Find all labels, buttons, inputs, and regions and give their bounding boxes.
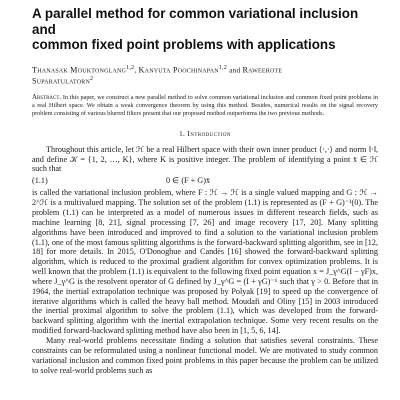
author-3-affiliation: 2 bbox=[90, 76, 94, 83]
section-number: 1. bbox=[179, 129, 186, 138]
author-1-affiliation: 1,2 bbox=[126, 64, 135, 71]
paragraph-motivation: Many real-world problems necessitate finding a solution that satisfies several constraints. These constraints can be reformulated using a nonlinear functional model. We are motivated to study common variational inclusion and common fixed point problems in this paper because the problem can be utilized to solve real-world problems such as bbox=[32, 335, 378, 375]
equation-1-1 bbox=[32, 175, 378, 186]
author-3-last: Suparatulatorn bbox=[32, 76, 91, 86]
author-and: and bbox=[229, 65, 241, 74]
abstract bbox=[32, 94, 378, 117]
author-list: Thanasak Mouktonglang$^{1,2}$, Kanyuta Poochinapan$^{1,2}$ and Raweerote Suparatulatorn$^2$ bbox=[32, 64, 283, 86]
author-2: Kanyuta Poochinapan bbox=[138, 64, 219, 74]
abstract-text: In this paper, we construct a new parallel method to solve common variational inclusion and common fixed point problems in a real Hilbert space. We obtain a weak convergence theorem by using this method. Besides, numerical results on the signal recovery problem consisting of various blurred filters present that our proposed method outperforms the two previous methods. bbox=[32, 94, 378, 117]
equation-number: (1.1) bbox=[32, 176, 48, 186]
paper-title-line-1: A parallel method for common variational inclusion and bbox=[32, 6, 359, 37]
section-heading bbox=[32, 129, 378, 138]
paper-title-line-2: common fixed point problems with applications bbox=[32, 37, 336, 52]
author-3-first: Raweerote bbox=[242, 64, 283, 74]
author-2-affiliation: 1,2 bbox=[218, 64, 228, 71]
section-title: Introduction bbox=[187, 128, 231, 138]
equation-body: 0 ∈ (F + G)x̄ bbox=[166, 176, 211, 186]
paragraph-intro: Throughout this article, let ℋ be a real Hilbert space with their own inner product ⟨·,·⟩ and norm ‖·‖, and define 𝒦 = {1, 2, …, K}, where K is positive integer. The problem of identifying a point x̄ ∈ ℋ such that bbox=[32, 144, 378, 174]
paragraph-variational-inclusion: is called the variational inclusion problem, where F : ℋ → ℋ is a single valued mapping and G : ℋ → 2^ℋ is a multivalued mapping. The solution set of the problem (1.1) is represented as (F + G)⁻¹(0). The problem (1.1) can be interpreted as a model of numerous issues in different research fields, such as machine learning [8, 21], signal processing [7, 26] and image recovery [17, 20]. Many splitting algorithms have been introduced and improved to find a solution to the variational inclusion problem (1.1), one of the most famous splitting algorithms is the forward-backward splitting algorithm, see in [12, 18] for more details. In 2015, O'Donoghue and Candès [16] showed the forward-backward splitting algorithm, which is reduced to the proximal gradient algorithm for convex optimization problems. It is well known that the problem (1.1) is equivalent to the following fixed point equation x = J_γ^G(I − γF)x, where J_γ^G is the resolvent operator of G defined by J_γ^G = (I + γG)⁻¹ such that γ > 0. Before that in 1964, the inertial extrapolation technique was proposed by Polyak [19] to speed up the convergence of iterative algorithms which is called the heavy ball method. Moudafi and Oliny [15] in 2003 introduced the inertial proximal algorithm to solve the problem (1.1), which was developed from the forward-backward splitting algorithm with the inertial extrapolation technique. Some very recent results on the modified forward-backward splitting method have also been in [1, 5, 6, 14]. bbox=[32, 188, 378, 336]
author-1: Thanasak Mouktonglang bbox=[32, 64, 127, 74]
paper-title bbox=[32, 6, 378, 53]
abstract-label: Abstract. bbox=[32, 94, 62, 102]
